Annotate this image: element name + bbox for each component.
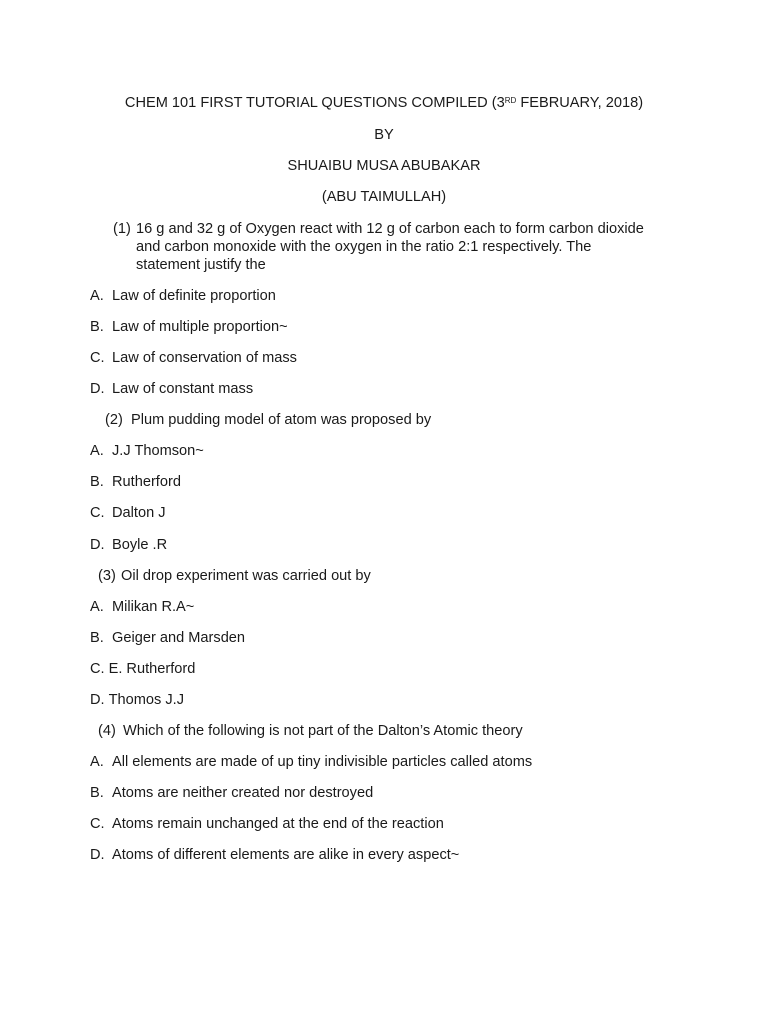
option-a: [90, 598, 194, 616]
option-letter: C.: [90, 816, 105, 832]
option-letter: C.: [90, 505, 105, 521]
document-title: [0, 94, 768, 112]
option-letter: B.: [90, 630, 104, 646]
option-text: Atoms are neither created nor destroyed: [112, 785, 374, 801]
option-d: [90, 691, 184, 709]
option-text: Atoms remain unchanged at the end of the reaction: [112, 816, 444, 832]
option-letter: B.: [90, 785, 104, 801]
question-text-line: and carbon monoxide with the oxygen in the ratio 2:1 respectively. The: [136, 239, 592, 255]
question-number: (1): [113, 221, 131, 237]
option-text: Law of constant mass: [112, 381, 254, 397]
option-text: Thomos J.J: [108, 692, 185, 708]
option-letter: C.: [90, 661, 105, 677]
author-alias: (ABU TAIMULLAH): [321, 189, 447, 205]
option-letter: D.: [90, 692, 105, 708]
question-number: (3): [98, 568, 116, 584]
option-text: J.J Thomson~: [112, 443, 204, 459]
option-text: Dalton J: [112, 505, 166, 521]
option-letter: D.: [90, 537, 105, 553]
option-letter: A.: [90, 443, 104, 459]
question-number: (2): [105, 412, 123, 428]
by-line: BY: [374, 127, 394, 143]
title-text: CHEM 101 FIRST TUTORIAL QUESTIONS COMPILED (3: [124, 95, 505, 111]
question-text-line: statement justify the: [136, 257, 266, 273]
option-b: [90, 629, 245, 647]
option-text: All elements are made of up tiny indivisible particles called atoms: [112, 754, 533, 770]
option-letter: B.: [90, 319, 104, 335]
option-text: Atoms of different elements are alike in every aspect~: [112, 847, 460, 863]
title-date: FEBRUARY, 2018): [516, 95, 644, 111]
question-text: Oil drop experiment was carried out by: [121, 568, 371, 584]
option-b: [90, 784, 373, 802]
option-text: Geiger and Marsden: [112, 630, 246, 646]
option-letter: D.: [90, 847, 105, 863]
option-c: [90, 815, 444, 833]
option-letter: A.: [90, 599, 104, 615]
option-text: Rutherford: [112, 474, 181, 490]
option-text: Milikan R.A~: [112, 599, 195, 615]
option-d: [90, 846, 459, 864]
option-text: Law of conservation of mass: [112, 350, 297, 366]
option-b: [90, 473, 181, 491]
question-text: Which of the following is not part of the Dalton’s Atomic theory: [123, 723, 523, 739]
option-letter: D.: [90, 381, 105, 397]
option-b: [90, 318, 288, 336]
title-superscript: RD: [504, 96, 517, 105]
option-d: [90, 380, 253, 398]
option-letter: A.: [90, 754, 104, 770]
question-text: Plum pudding model of atom was proposed by: [131, 412, 432, 428]
option-a: [90, 442, 204, 460]
option-text: Law of definite proportion: [112, 288, 276, 304]
option-c: [90, 349, 297, 367]
option-c: [90, 504, 166, 522]
option-text: E. Rutherford: [108, 661, 196, 677]
option-a: [90, 753, 532, 771]
author-name: SHUAIBU MUSA ABUBAKAR: [287, 158, 481, 174]
option-letter: B.: [90, 474, 104, 490]
option-d: [90, 536, 167, 554]
option-letter: A.: [90, 288, 104, 304]
option-text: Boyle .R: [112, 537, 168, 553]
option-text: Law of multiple proportion~: [112, 319, 288, 335]
option-letter: C.: [90, 350, 105, 366]
option-c: [90, 660, 195, 678]
question-number: (4): [98, 723, 116, 739]
question-text-line: 16 g and 32 g of Oxygen react with 12 g of carbon each to form carbon dioxide: [136, 221, 644, 237]
option-a: [90, 287, 276, 305]
